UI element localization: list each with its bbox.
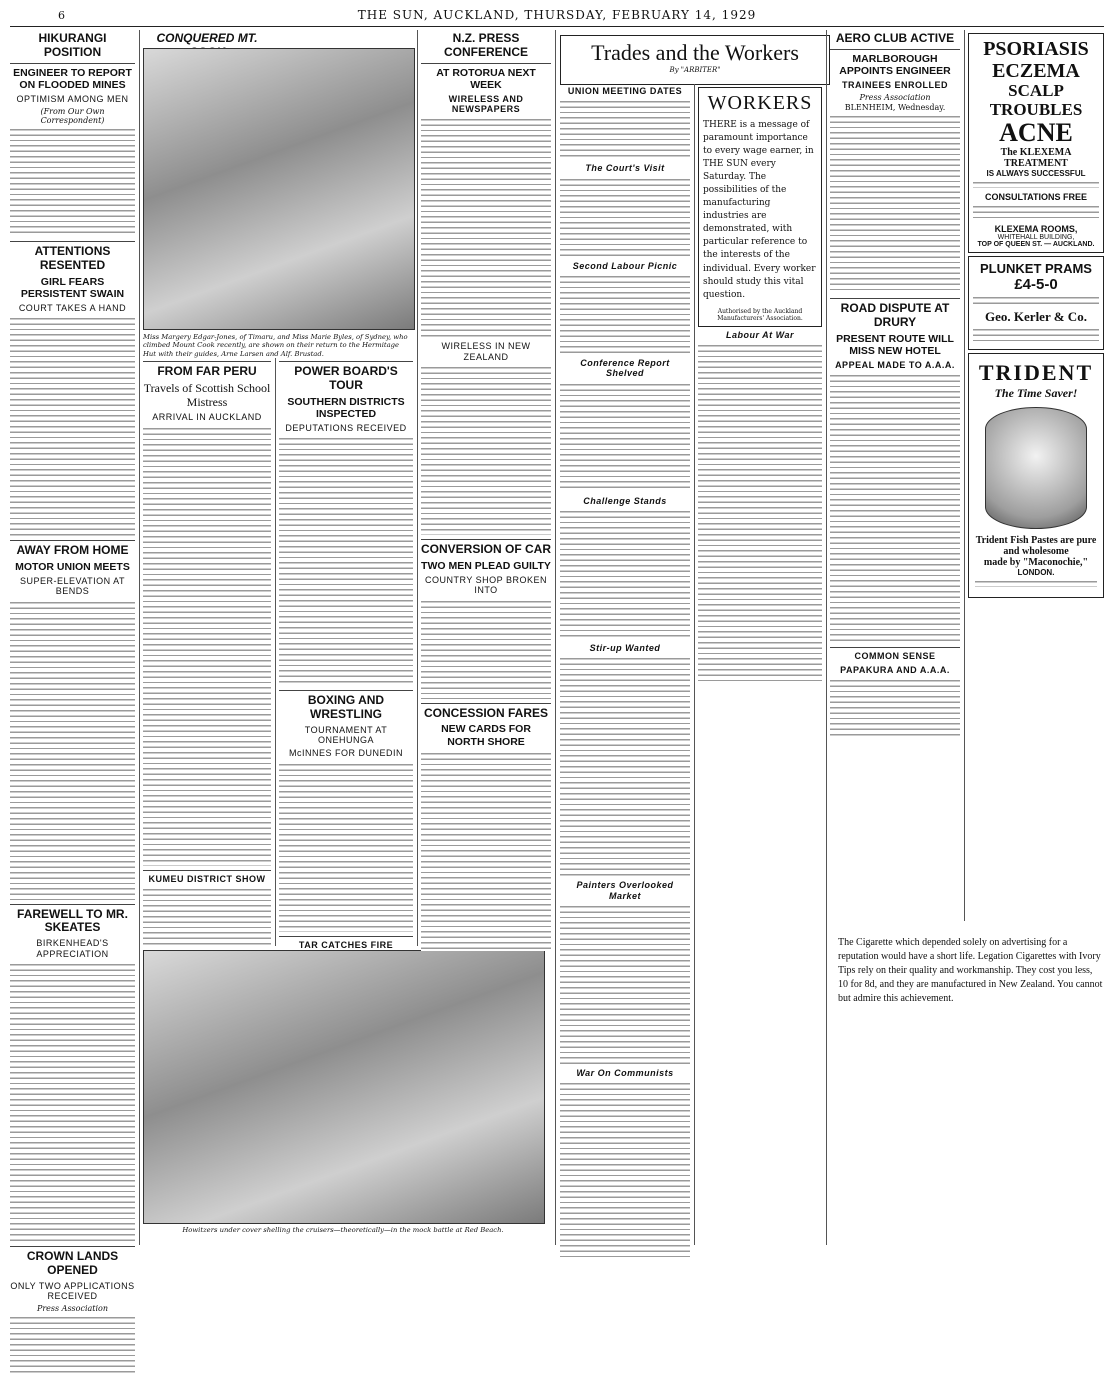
ad-line: made by "Maconochie," — [983, 556, 1089, 568]
howitzers-photo — [143, 950, 545, 1224]
column-rule — [826, 30, 827, 1245]
byline: (From Our Own Correspondent) — [40, 107, 105, 126]
article-text — [421, 117, 551, 337]
subheadline: WIRELESS AND NEWSPAPERS — [448, 93, 524, 115]
article-text — [698, 343, 822, 683]
column-rule — [275, 358, 276, 946]
separator — [10, 63, 135, 64]
article-text — [143, 426, 271, 866]
ad-line: The KLEXEMA TREATMENT — [1000, 146, 1072, 169]
separator — [279, 936, 413, 937]
ad-line: ACNE — [999, 118, 1073, 148]
subheadline: UNION MEETING DATES — [567, 86, 683, 96]
article-text — [830, 114, 960, 294]
ad-line: LONDON. — [1017, 567, 1055, 577]
byline: Press Association — [859, 93, 931, 103]
ad-line: PSORIASIS — [983, 38, 1089, 60]
subheadline: MOTOR UNION MEETS — [15, 560, 130, 573]
article-text — [279, 436, 413, 686]
subheadline: WIRELESS IN NEW ZEALAND — [441, 341, 531, 362]
trades-banner — [560, 35, 830, 85]
advert-footer: Authorised by the Auckland Manufacturers' Association. — [717, 307, 803, 322]
column-rule — [139, 30, 140, 1245]
separator — [143, 870, 271, 871]
article-text — [279, 762, 413, 932]
ad-line: SCALP TROUBLES — [989, 81, 1083, 119]
ad-line: IS ALWAYS SUCCESSFUL — [986, 168, 1086, 178]
subheadline: Stir-up Wanted — [589, 643, 661, 654]
headline: CONCESSION FARES — [423, 705, 549, 720]
article-text — [560, 382, 690, 492]
subheadline: DEPUTATIONS RECEIVED — [285, 422, 407, 433]
feature-title: Trades and the Workers — [591, 40, 799, 65]
ad-line: CONSULTATIONS FREE — [985, 191, 1087, 202]
article-text — [560, 656, 690, 876]
newspaper-title: THE SUN, AUCKLAND, THURSDAY, FEBRUARY 14, 1929 — [357, 8, 757, 22]
column-6 — [698, 84, 822, 1245]
byline: By "ARBITER" — [669, 66, 721, 74]
subheadline: Challenge Stands — [583, 495, 667, 506]
subheadline: PAPAKURA AND A.A.A. — [840, 664, 950, 675]
ad-fine-print — [975, 579, 1097, 587]
article-text — [830, 678, 960, 738]
klexema-advert — [968, 33, 1104, 253]
ad-line: Trident Fish Pastes are pure and wholesome — [975, 534, 1097, 557]
column-5 — [560, 84, 690, 1245]
subheadline: Conference Report Shelved — [580, 358, 670, 379]
separator — [421, 703, 551, 704]
headline: BOXING AND WRESTLING — [307, 693, 385, 721]
separator — [421, 539, 551, 540]
dateline: BLENHEIM, Wednesday. — [844, 103, 946, 113]
ad-line: The Time Saver! — [994, 385, 1078, 400]
article-text — [10, 1315, 135, 1375]
headline: AERO CLUB ACTIVE — [835, 31, 955, 45]
photo-caption: Miss Margery Edgar-Jones, of Timaru, and Miss Marie Byles, of Sydney, who climbed Mount Cook recently, are shown on their return to the Hermitage Hut with their guides, Arne Larsen and Alf. Brustad. — [143, 333, 408, 358]
page-number: 6 — [58, 8, 66, 22]
headline: N.Z. PRESS CONFERENCE — [443, 31, 528, 59]
subheadline: AT ROTORUA NEXT WEEK — [436, 66, 536, 91]
headline: KUMEU DISTRICT SHOW — [148, 873, 266, 884]
masthead — [10, 6, 1104, 24]
mt-cook-photo — [143, 48, 415, 330]
article-text — [421, 365, 551, 535]
headline: FAREWELL TO MR. SKEATES — [17, 906, 128, 935]
ad-line: Geo. Kerler & Co. — [985, 308, 1087, 324]
headline: CROWN LANDS OPENED — [26, 1248, 119, 1277]
subheadline: SOUTHERN DISTRICTS INSPECTED — [287, 395, 405, 420]
separator — [279, 690, 413, 691]
headline: ATTENTIONS RESENTED — [34, 244, 111, 272]
column-rule — [964, 30, 965, 921]
article-text — [10, 962, 135, 1242]
byline: Press Association — [36, 1304, 109, 1314]
separator — [830, 647, 960, 648]
separator — [830, 298, 960, 299]
column-rule — [694, 84, 695, 1245]
subheadline: TOURNAMENT AT ONEHUNGA — [304, 724, 388, 745]
photo-headline: CONQUERED MT. — [156, 31, 258, 45]
advert-title: WORKERS — [707, 92, 813, 114]
subheadline: APPEAL MADE TO A.A.A. — [835, 359, 955, 370]
trident-advert — [968, 353, 1104, 598]
subheadline: McINNES FOR DUNEDIN — [288, 748, 403, 759]
subheadline: Painters Overlooked Market — [576, 880, 674, 901]
separator — [279, 361, 413, 362]
subheadline: SUPER-ELEVATION AT BENDS — [19, 575, 126, 597]
headline: HIKURANGI POSITION — [38, 31, 107, 59]
headline: POWER BOARD'S TOUR — [294, 364, 398, 392]
headline: ROAD DISPUTE AT DRURY — [840, 301, 950, 330]
tin-illustration-icon — [985, 407, 1087, 529]
ad-fine-print — [973, 295, 1099, 305]
headline: FROM FAR PERU — [157, 364, 257, 378]
subheadline: War On Communists — [576, 1068, 674, 1079]
article-text — [10, 127, 135, 237]
subheadline: Travels of Scottish School Mistress — [143, 380, 271, 409]
ad-fine-print — [973, 204, 1099, 220]
headline: COMMON SENSE — [854, 651, 936, 662]
subheadline: The Court's Visit — [585, 163, 665, 174]
ad-line: PLUNKET PRAMS — [980, 260, 1092, 276]
headline: CONVERSION OF CAR — [421, 542, 552, 557]
separator — [10, 241, 135, 242]
plunket-advert — [968, 256, 1104, 350]
subheadline: TRAINEES ENROLLED — [841, 79, 948, 90]
subheadline: TWO MEN PLEAD GUILTY — [421, 559, 551, 572]
article-text — [560, 177, 690, 257]
column-7 — [830, 30, 960, 1245]
headline: AWAY FROM HOME — [16, 543, 129, 558]
subheadline: COUNTRY SHOP BROKEN INTO — [424, 574, 548, 596]
ad-fine-print — [973, 180, 1099, 188]
separator — [10, 540, 135, 541]
article-text — [560, 99, 690, 159]
ad-line: £4-5-0 — [1014, 275, 1058, 293]
separator — [10, 1246, 135, 1247]
ad-line: TRIDENT — [978, 359, 1094, 385]
article-text — [143, 887, 271, 947]
article-text — [421, 599, 551, 699]
column-rule — [555, 30, 556, 1245]
masthead-rule — [10, 26, 1104, 27]
subheadline: ARRIVAL IN AUCKLAND — [152, 412, 262, 423]
article-text — [10, 600, 135, 900]
subheadline: COURT TAKES A HAND — [18, 302, 127, 313]
ad-line: KLEXEMA ROOMS, — [994, 223, 1078, 234]
subheadline: NEW CARDS FOR NORTH SHORE — [441, 723, 531, 748]
article-text — [830, 373, 960, 643]
separator — [830, 49, 960, 50]
ad-line: TOP OF QUEEN ST. — AUCKLAND. — [977, 240, 1095, 248]
ad-line: ECZEMA — [992, 60, 1080, 82]
ad-line: WHITEHALL BUILDING, — [997, 233, 1075, 241]
subheadline: Labour At War — [725, 329, 794, 340]
headline: ENGINEER TO REPORT ON FLOODED MINES — [13, 66, 132, 91]
subheadline: OPTIMISM AMONG MEN — [16, 93, 129, 104]
cigarette-advert-text: The Cigarette which depended solely on advertising for a reputation would have a short life. Legation Cigarettes with Ivory Tips rely on their quality and workmanship. They cost you less, 10 for 8d, and they are manufactured in New Zealand. You cannot but admire this achievement. — [838, 937, 1103, 1004]
article-text — [560, 509, 690, 639]
separator — [143, 361, 271, 362]
article-text — [10, 316, 135, 536]
headline: TAR CATCHES FIRE — [298, 939, 394, 950]
subheadline: ONLY TWO APPLICATIONS RECEIVED — [10, 1280, 135, 1301]
workers-advert — [698, 87, 822, 327]
ad-fine-print — [973, 327, 1099, 341]
subheadline: GIRL FEARS PERSISTENT SWAIN — [20, 275, 125, 300]
column-1 — [10, 30, 135, 1314]
article-text — [421, 751, 551, 951]
subheadline: PRESENT ROUTE WILL MISS NEW HOTEL — [836, 332, 954, 357]
separator — [421, 63, 551, 64]
column-8-ads — [968, 30, 1104, 1245]
article-text — [560, 274, 690, 354]
subheadline: BIRKENHEAD'S APPRECIATION — [36, 938, 109, 959]
advert-text: THERE is a message of paramount importance to every wage earner, in THE SUN every Saturday. The possibilities of the manufacturing industries are demonstrated, with particular reference to the interests of the individual. Every worker should study this vital question. — [703, 120, 816, 300]
photo-caption: Howitzers under cover shelling the cruisers—theoretically—in the mock battle at Red Beach. — [182, 1226, 504, 1234]
column-4 — [421, 30, 551, 946]
article-text — [560, 1081, 690, 1261]
subheadline: Second Labour Picnic — [572, 260, 678, 271]
article-text — [560, 904, 690, 1064]
separator — [10, 904, 135, 905]
subheadline: MARLBOROUGH APPOINTS ENGINEER — [839, 52, 951, 77]
column-rule — [417, 30, 418, 946]
